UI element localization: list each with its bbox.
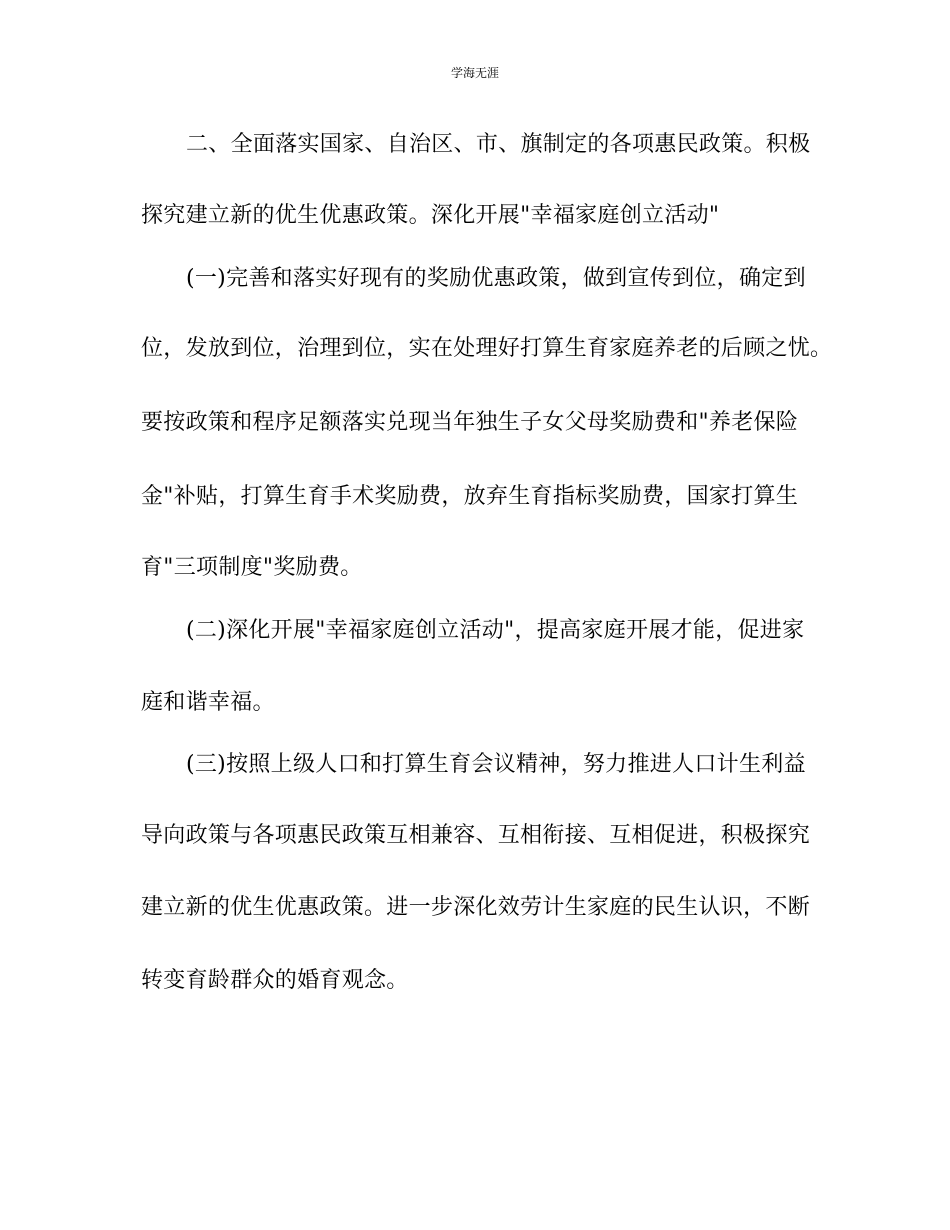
paragraph-4-line-4: 转变育龄群众的婚育观念。 bbox=[141, 968, 409, 993]
paragraph-4-line-3: 建立新的优生优惠政策。进一步深化效劳计生家庭的民生认识，不断 bbox=[141, 895, 811, 920]
paragraph-3-line-1: (二)深化开展"幸福家庭创立活动"，提高家庭开展才能，促进家 bbox=[186, 618, 805, 643]
paragraph-3-line-2: 庭和谐幸福。 bbox=[141, 690, 275, 715]
paragraph-1-line-2: 探究建立新的优生优惠政策。深化开展"幸福家庭创立活动" bbox=[141, 203, 720, 228]
page-header: 学海无涯 bbox=[450, 66, 499, 80]
paragraph-2-line-3: 要按政策和程序足额落实兑现当年独生子女父母奖励费和"养老保险 bbox=[141, 410, 799, 435]
paragraph-2-line-5: 育"三项制度"奖励费。 bbox=[141, 555, 363, 580]
paragraph-4-line-2: 导向政策与各项惠民政策互相兼容、互相衔接、互相促进，积极探究 bbox=[141, 823, 811, 848]
paragraph-2-line-1: (一)完善和落实好现有的奖励优惠政策，做到宣传到位，确定到 bbox=[186, 266, 806, 291]
paragraph-4-line-1: (三)按照上级人口和打算生育会议精神，努力推进人口计生利益 bbox=[186, 752, 806, 777]
paragraph-1-line-1: 二、全面落实国家、自治区、市、旗制定的各项惠民政策。积极 bbox=[186, 132, 811, 157]
paragraph-2-line-4: 金"补贴，打算生育手术奖励费，放弃生育指标奖励费，国家打算生 bbox=[141, 484, 799, 509]
paragraph-2-line-2: 位，发放到位，治理到位，实在处理好打算生育家庭养老的后顾之忧。 bbox=[141, 336, 833, 361]
